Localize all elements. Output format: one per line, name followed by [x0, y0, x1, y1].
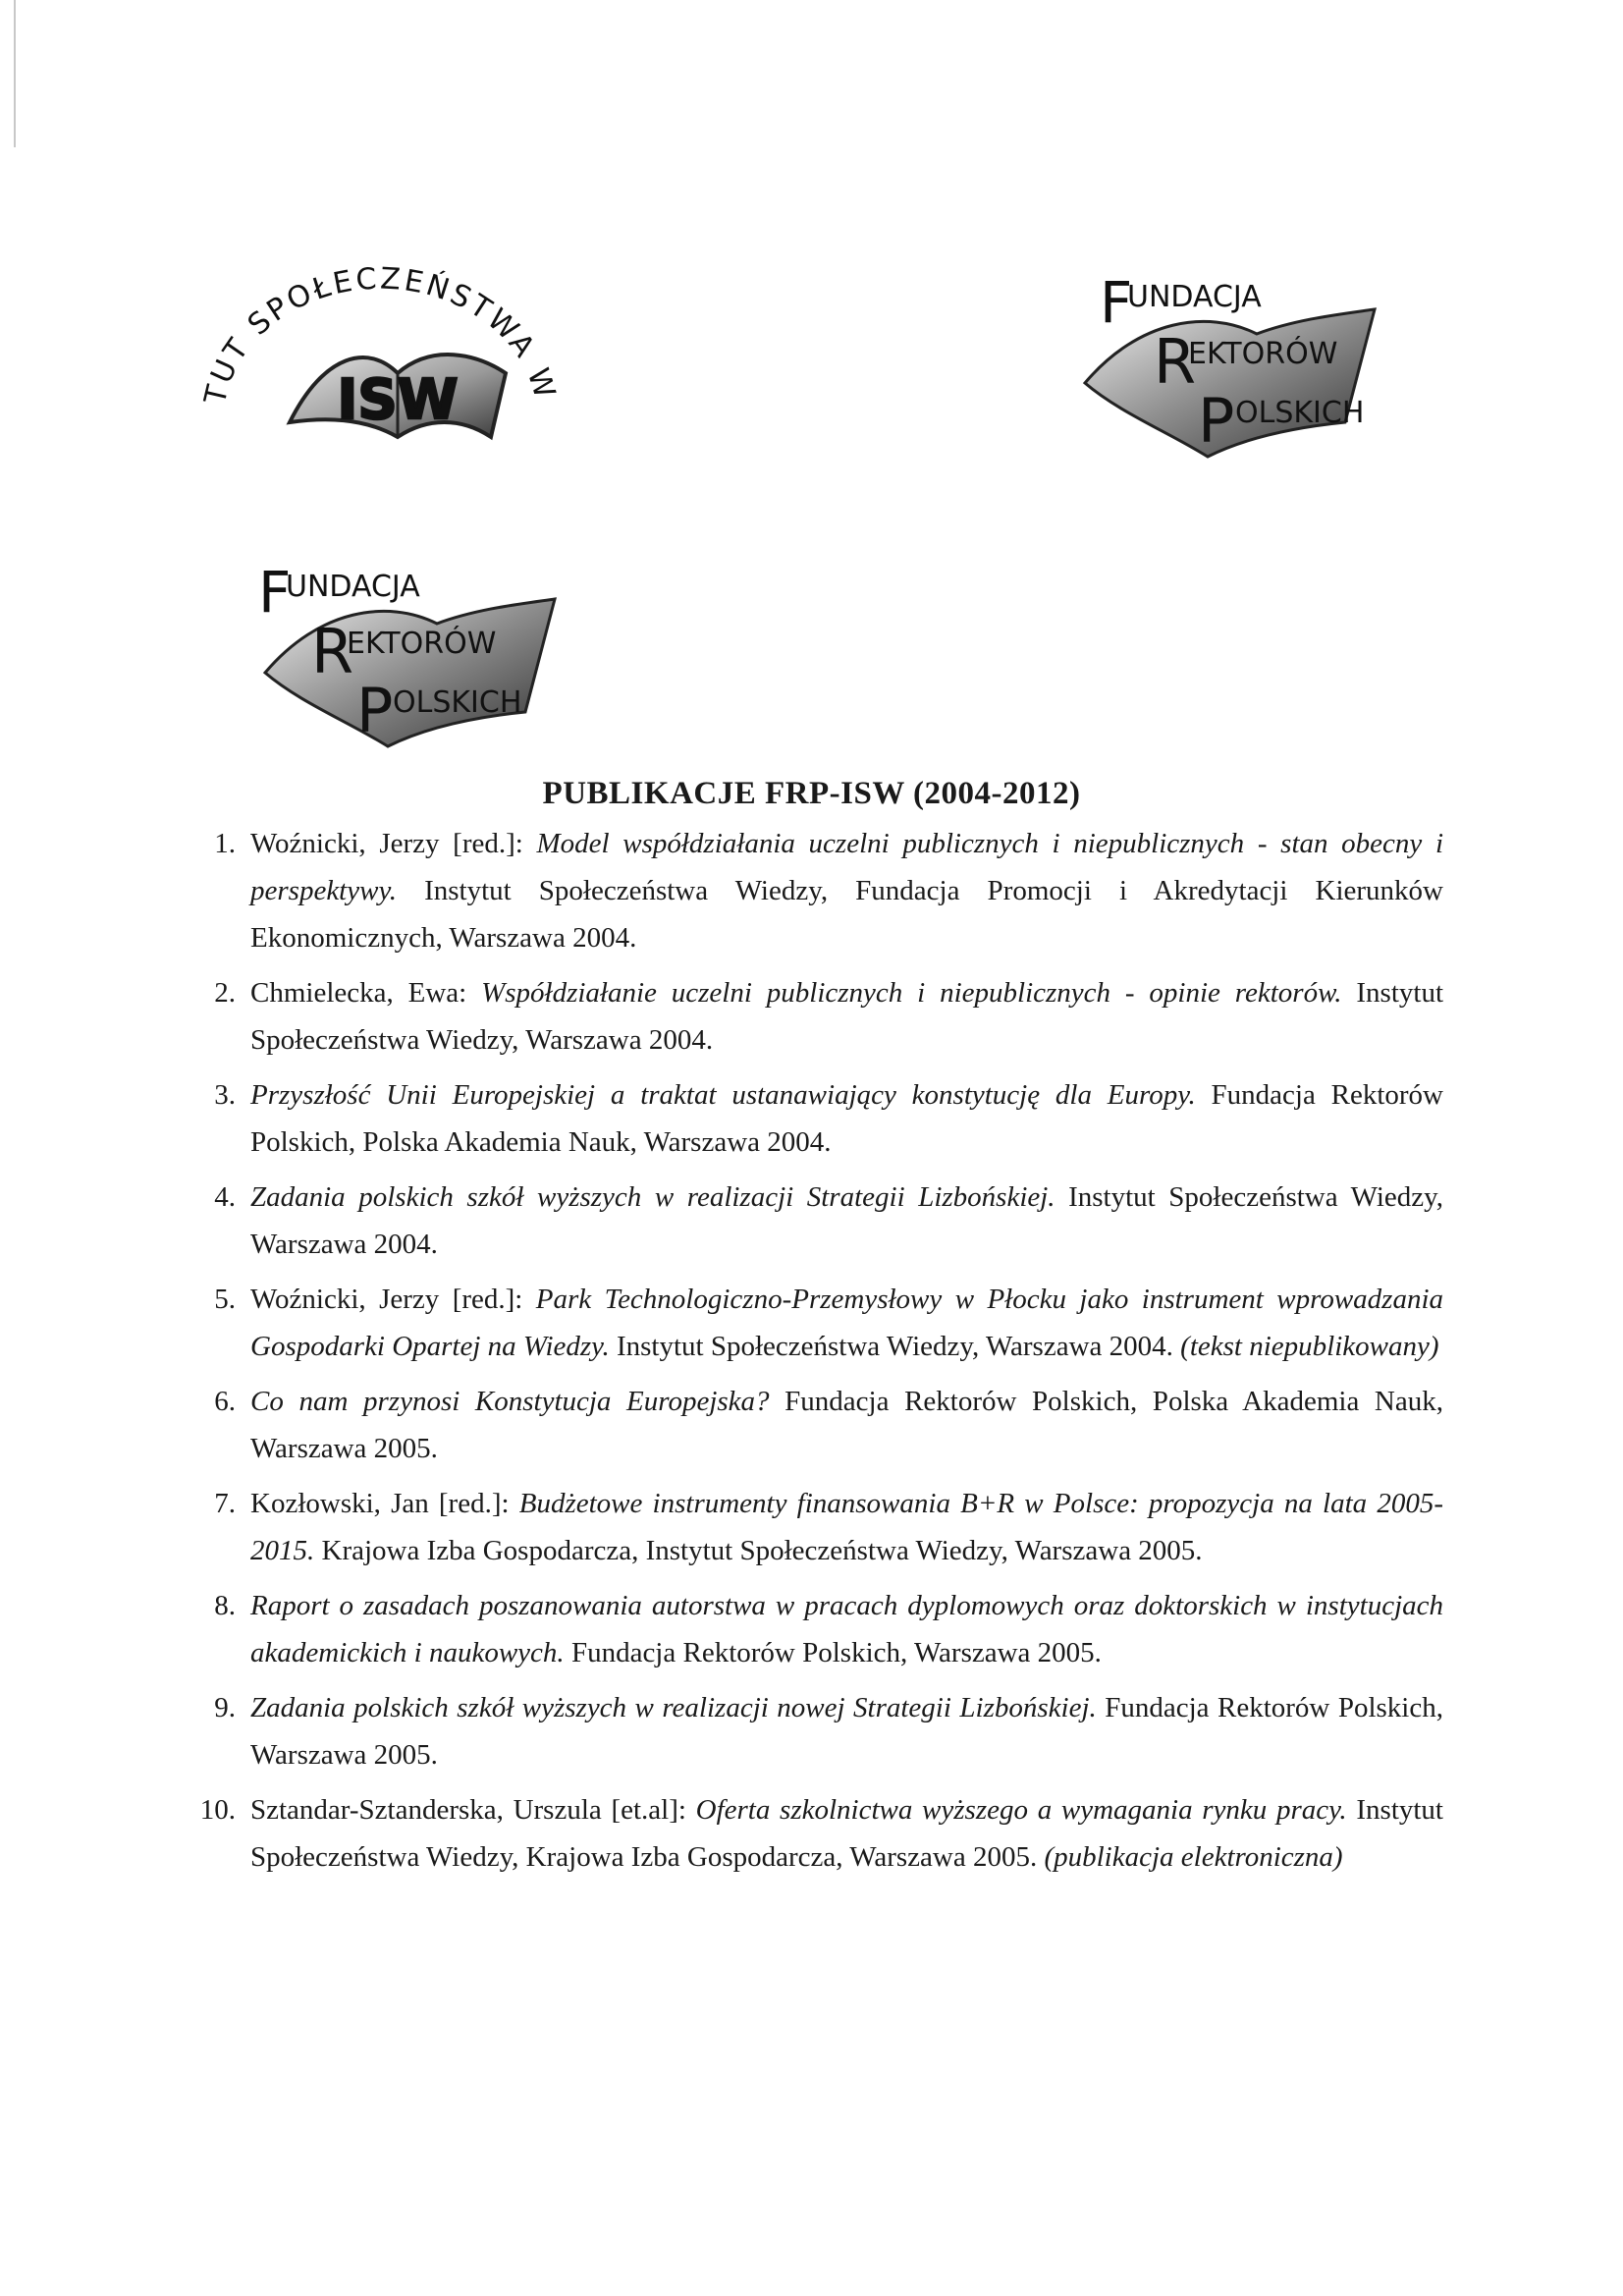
publication-details: Instytut Społeczeństwa Wiedzy, Fundacja Promocji i Akredytacji Kierunków Ekonomicznych, Warszawa 2004.: [250, 875, 1443, 954]
isw-center-text: ISW: [337, 368, 459, 432]
scan-edge-mark: [14, 0, 16, 147]
publication-title: Co nam przynosi Konstytucja Europejska?: [250, 1386, 770, 1417]
publication-author: Woźnicki, Jerzy [red.]:: [250, 828, 537, 859]
isw-arc-text: INSTYTUT SPOŁECZEŃSTWA WIEDZY: [183, 199, 563, 408]
publication-title: Park Technologiczno-Przemysłowy w Płocku jako instrument wprowadzania Gospodarki Opartej na Wiedzy.: [250, 1284, 1443, 1362]
publication-details: Fundacja Rektorów Polskich, Warszawa 2005.: [250, 1692, 1443, 1771]
publication-item: [187, 1786, 1443, 1881]
publication-title: Model współdziałania uczelni publicznych i niepublicznych - stan obecny i perspektywy.: [250, 828, 1443, 906]
isw-logo: [183, 199, 569, 462]
open-book-icon: [265, 599, 555, 746]
publication-note: (tekst niepublikowany): [1180, 1331, 1439, 1362]
publication-item: [187, 1582, 1443, 1676]
frp-initial-p: P: [1198, 385, 1235, 457]
publication-details: Instytut Społeczeństwa Wiedzy, Warszawa 2004.: [250, 1181, 1444, 1260]
page-title: PUBLIKACJE FRP-ISW (2004-2012): [542, 776, 1081, 812]
frp-line-3: OLSKICH: [1235, 396, 1365, 430]
frp-line-2: EKTORÓW: [347, 627, 497, 661]
publication-title: Zadania polskich szkół wyższych w realizacji nowej Strategii Lizbońskiej.: [250, 1692, 1097, 1723]
publication-author: Kozłowski, Jan [red.]:: [250, 1488, 519, 1519]
publication-details: Instytut Społeczeństwa Wiedzy, Warszawa 2004.: [250, 977, 1443, 1056]
publication-number: 8.: [214, 1590, 236, 1621]
publication-number: 9.: [214, 1692, 236, 1723]
publication-item: [187, 820, 1443, 961]
publication-details: Instytut Społeczeństwa Wiedzy, Krajowa Izba Gospodarcza, Warszawa 2005.: [250, 1794, 1443, 1873]
publication-item: [187, 1071, 1443, 1166]
publication-number: 10.: [199, 1794, 236, 1826]
frp-line-2: EKTORÓW: [1188, 337, 1338, 371]
publication-number: 2.: [214, 977, 236, 1009]
publication-number: 5.: [214, 1284, 236, 1315]
publication-author: Chmielecka, Ewa:: [250, 977, 482, 1009]
publication-title: Oferta szkolnictwa wyższego a wymagania rynku pracy.: [695, 1794, 1347, 1826]
publication-details: Fundacja Rektorów Polskich, Polska Akademia Nauk, Warszawa 2005.: [250, 1386, 1444, 1464]
publication-details: Fundacja Rektorów Polskich, Polska Akademia Nauk, Warszawa 2004.: [250, 1079, 1443, 1158]
publication-number: 4.: [214, 1181, 236, 1213]
publication-number: 7.: [214, 1488, 236, 1519]
publication-title: Raport o zasadach poszanowania autorstwa w pracach dyplomowych oraz doktorskich w instytucjach akademickich i naukowych.: [250, 1590, 1443, 1668]
frp-logo-top-right: [1060, 265, 1384, 471]
publication-list: [187, 820, 1443, 1888]
frp-line-3: OLSKICH: [393, 685, 522, 720]
frp-line-1: UNDACJA: [286, 570, 420, 604]
frp-initial-f: F: [258, 559, 292, 626]
publication-number: 1.: [214, 828, 236, 859]
frp-initial-p: P: [356, 675, 394, 746]
publication-title: Zadania polskich szkół wyższych w realizacji Strategii Lizbońskiej.: [250, 1181, 1055, 1213]
frp-logo-left: [241, 555, 565, 761]
publication-item: [187, 1174, 1443, 1268]
publication-title: Przyszłość Unii Europejskiej a traktat ustanawiający konstytucję dla Europy.: [250, 1079, 1196, 1111]
publication-number: 3.: [214, 1079, 236, 1111]
publication-item: [187, 1480, 1443, 1574]
publication-item: [187, 1378, 1443, 1472]
publication-author: Woźnicki, Jerzy [red.]:: [250, 1284, 536, 1315]
publication-details: Krajowa Izba Gospodarcza, Instytut Społeczeństwa Wiedzy, Warszawa 2005.: [314, 1535, 1203, 1566]
frp-initial-f: F: [1100, 269, 1133, 336]
publication-number: 6.: [214, 1386, 236, 1417]
publication-author: Sztandar-Sztanderska, Urszula [et.al]:: [250, 1794, 696, 1826]
publication-item: [187, 1276, 1443, 1370]
publication-details: Instytut Społeczeństwa Wiedzy, Warszawa 2004.: [609, 1331, 1181, 1362]
frp-line-1: UNDACJA: [1127, 280, 1262, 314]
publication-details: Fundacja Rektorów Polskich, Warszawa 2005.: [564, 1637, 1102, 1668]
publication-title: Budżetowe instrumenty finansowania B+R w Polsce: propozycja na lata 2005-2015.: [250, 1488, 1443, 1566]
frp-initial-r: R: [311, 616, 354, 687]
frp-initial-r: R: [1154, 326, 1197, 398]
publication-item: [187, 1684, 1443, 1778]
publication-note: (publikacja elektroniczna): [1044, 1841, 1343, 1873]
publication-title: Współdziałanie uczelni publicznych i niepublicznych - opinie rektorów.: [481, 977, 1342, 1009]
publication-item: [187, 969, 1443, 1064]
